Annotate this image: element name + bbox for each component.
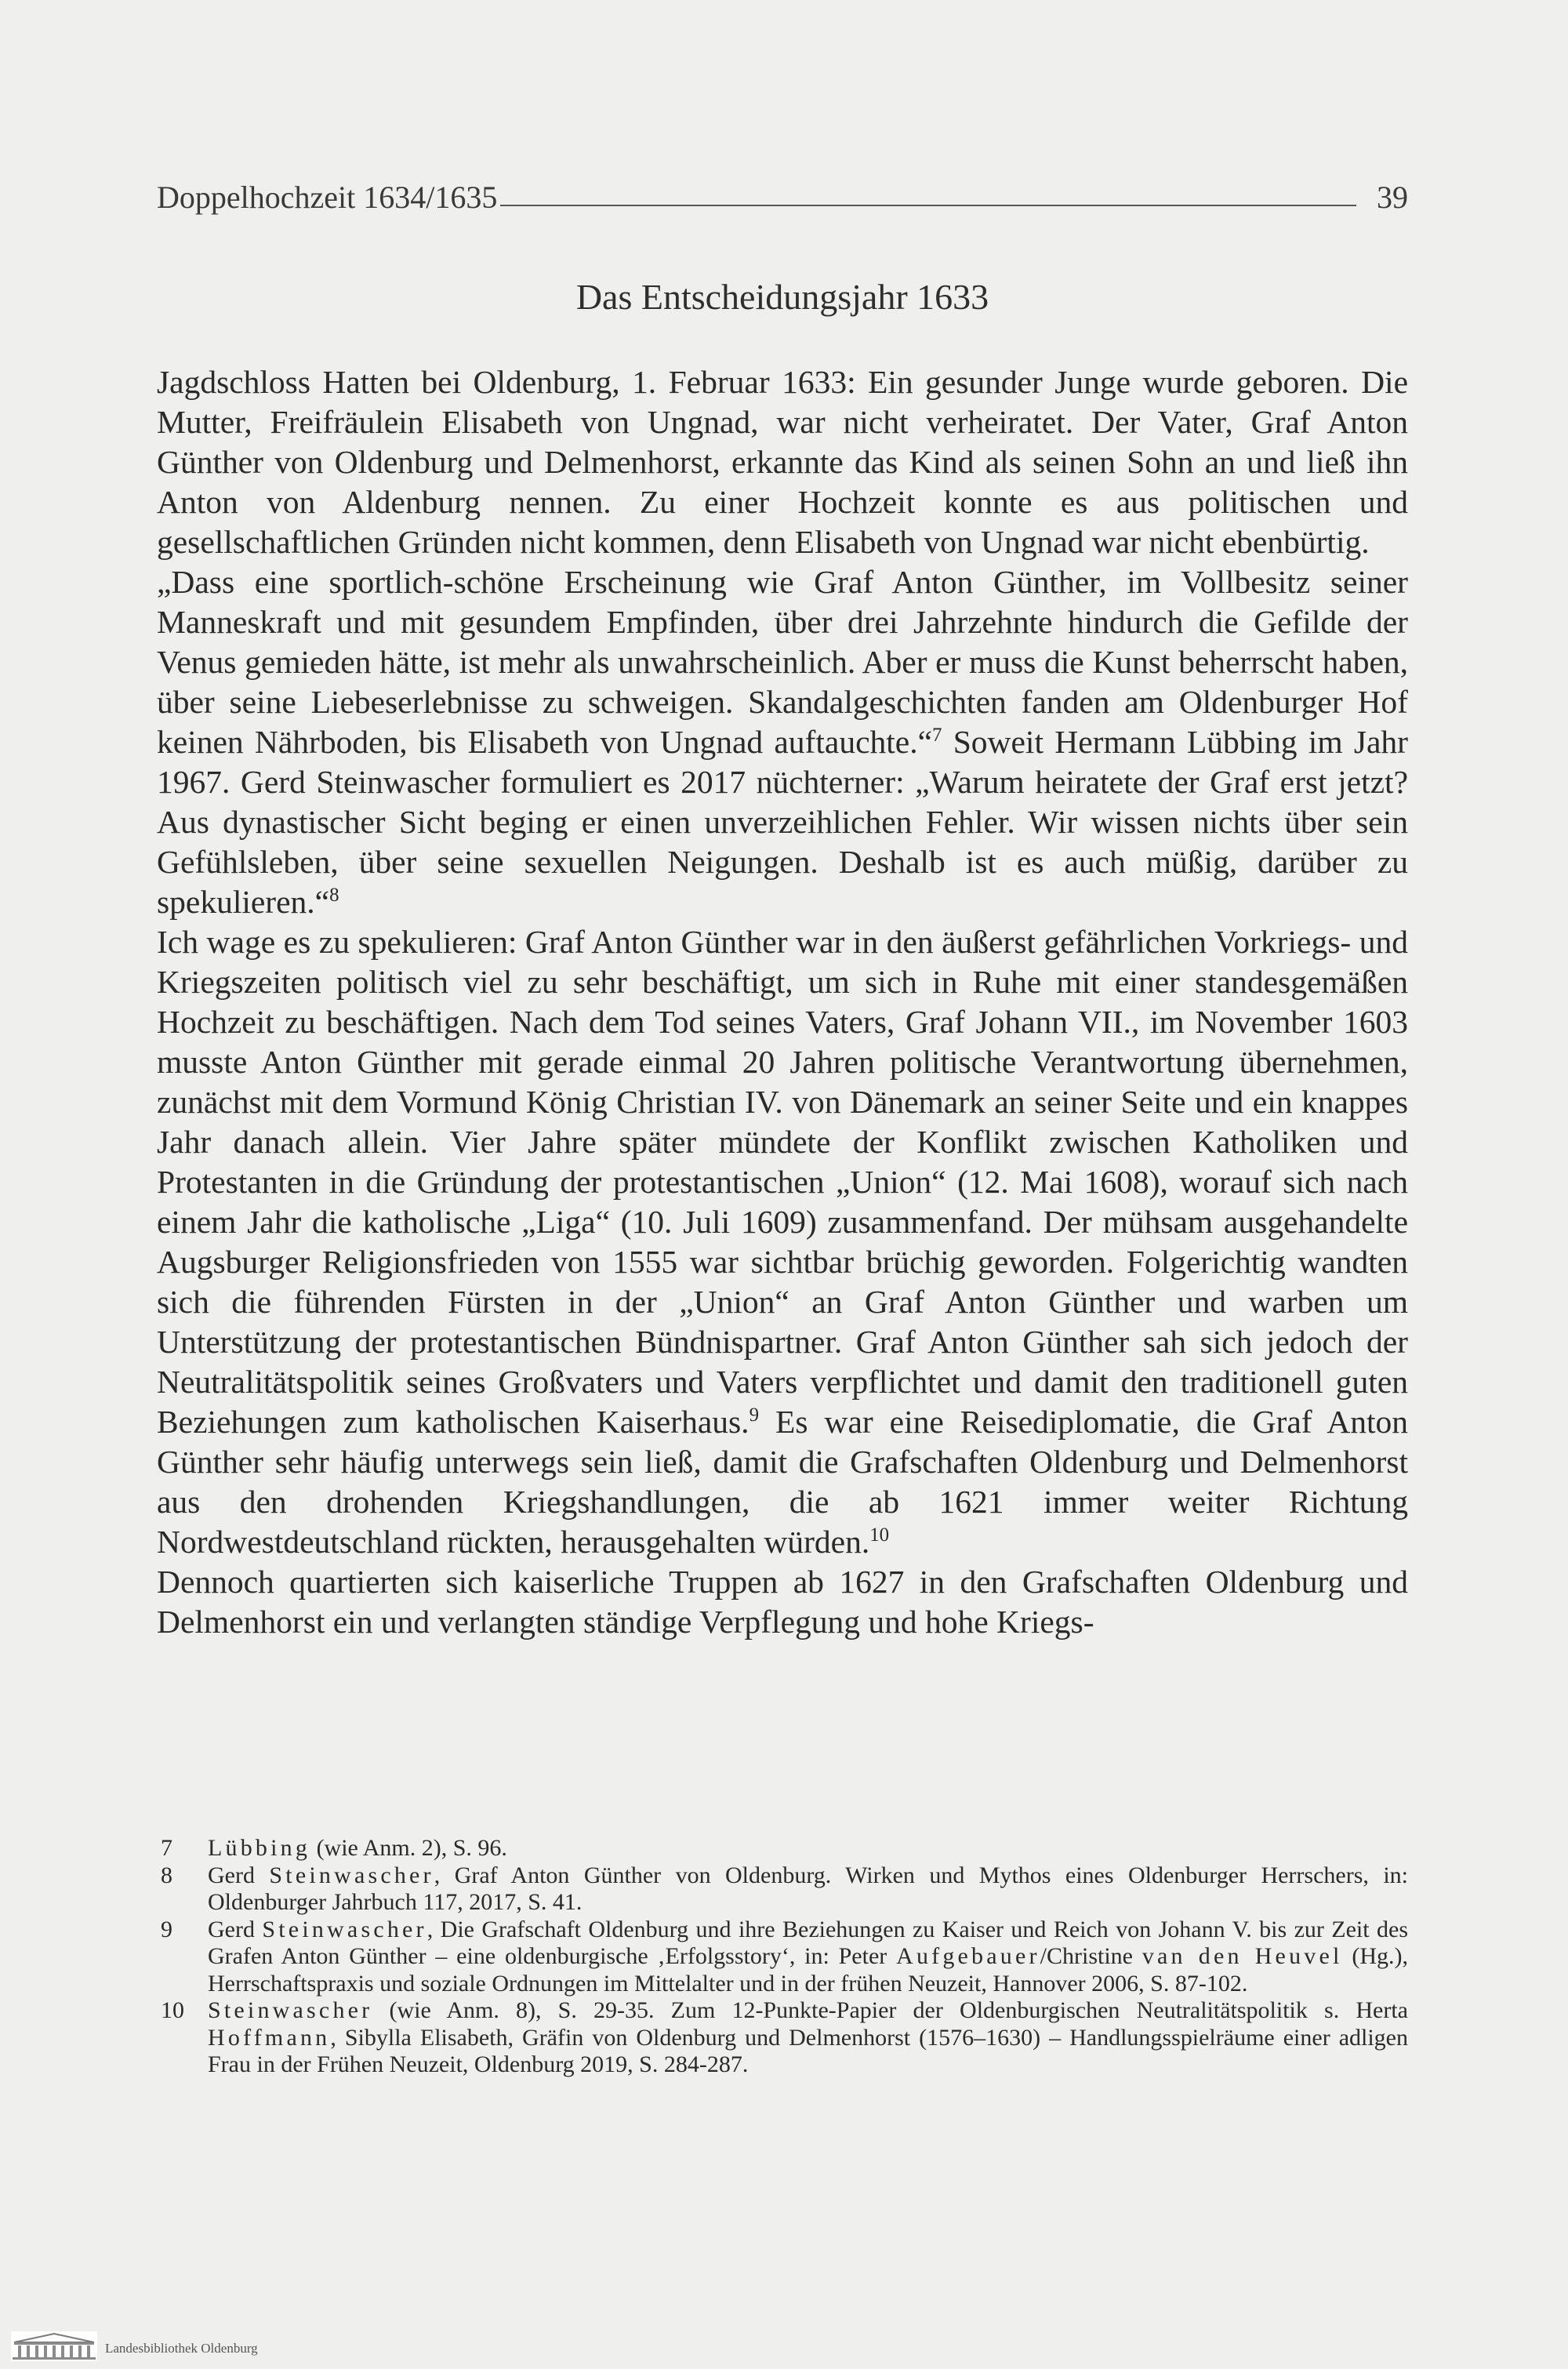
paragraph-2-part-b: Soweit Hermann Lübbing im Jahr 1967. Gerd Steinwascher formuliert es 2017 nüchterner: „Warum heiratete der Graf erst jetzt? Aus dynastischer Sicht beging er einen unverzeihlichen Fehler. Wir wissen nichts über sein Gefühlsleben, über seine sexuellen Neigungen. Deshalb ist es auch müßig, darüber zu spekulieren.“ <box>157 724 1408 920</box>
footnote-author: Steinwascher <box>208 1997 373 2023</box>
paragraph-3 <box>157 922 1408 1562</box>
footnote-author: van den Heuvel <box>1142 1943 1343 1969</box>
footnote-ref-7[interactable]: 7 <box>932 725 942 747</box>
header-rule <box>500 205 1356 206</box>
paragraph-3-part-b: Es war eine Reisediplomatie, die Graf Anton Günther sehr häufig unterwegs sein ließ, damit die Grafschaften Oldenburg und Delmenhorst aus den drohenden Kriegshandlungen, die ab 1621 immer weiter Richtung Nordwestdeutschland rückten, herausgehalten würden. <box>157 1404 1408 1560</box>
footnote-number: 10 <box>161 1997 184 2023</box>
footnote-ref-9[interactable]: 9 <box>749 1404 760 1426</box>
paragraph-3-part-a: Ich wage es zu spekulieren: Graf Anton Günther war in den äußerst gefährlichen Vorkriegs- und Kriegszeiten politisch viel zu sehr beschäftigt, um sich in Ruhe mit einer standesgemäßen Hochzeit zu beschäftigen. Nach dem Tod seines Vaters, Graf Johann VII., im November 1603 musste Anton Günther mit gerade einmal 20 Jahren politische Verantwortung übernehmen, zunächst mit dem Vormund König Christian IV. von Dänemark an seiner Seite und ein knappes Jahr danach allein. Vier Jahre später mündete der Konflikt zwischen Katholiken und Protestanten in die Gründung der protestantischen „Union“ (12. Mai 1608), worauf sich nach einem Jahr die katholische „Liga“ (10. Juli 1609) zusammenfand. Der mühsam ausgehandelte Augsburger Religionsfrieden von 1555 war sichtbar brüchig geworden. Folgerichtig wandten sich die führenden Fürsten in der „Union“ an Graf Anton Günther und warben um Unterstützung der protestantischen Bündnispartner. Graf Anton Günther sah sich jedoch der Neutralitätspolitik seines Großvaters und Vaters verpflichtet und damit den traditionell guten Beziehungen zum katholischen Kaiserhaus. <box>157 924 1408 1440</box>
footnote-author: Hoffmann <box>208 2024 331 2051</box>
running-title: Doppelhochzeit 1634/1635 <box>157 180 498 215</box>
footnotes <box>161 1835 1408 2079</box>
footnote-author: Aufgebauer <box>896 1943 1040 1969</box>
running-header <box>157 169 1408 216</box>
footnote-number: 9 <box>161 1916 172 1942</box>
footnote: 10 Steinwascher (wie Anm. 8), S. 29-35. Zum 12-Punkte-Papier der Oldenburgischen Neutralitätspolitik s. Herta Hoffmann, Sibylla Elisabeth, Gräfin von Oldenburg und Delmenhorst (1576–1630) – Handlungsspielräume einer adligen Frau in der Frühen Neuzeit, Oldenburg 2019, S. 284-287. <box>161 1997 1408 2077</box>
footnote-author: Steinwascher <box>269 1862 434 1888</box>
footnote: 7 Lübbing (wie Anm. 2), S. 96. <box>161 1835 507 1861</box>
library-name: Landesbibliothek Oldenburg <box>105 2340 258 2356</box>
paragraph-4: Dennoch quartierten sich kaiserliche Truppen ab 1627 in den Grafschaften Oldenburg und Delmenhorst ein und verlangten ständige Verpflegung und hohe Kriegs- <box>157 1564 1408 1640</box>
footnote-number: 7 <box>161 1835 172 1861</box>
footnote-author: Steinwascher <box>262 1916 427 1942</box>
footnote: 9 Gerd Steinwascher, Die Grafschaft Oldenburg und ihre Beziehungen zu Kaiser und Reich von Johann V. bis zur Zeit des Grafen Anton Günther – eine oldenburgische ‚Erfolgsstory‘, in: Peter Aufgebauer/Christine van den Heuvel (Hg.), Herrschaftspraxis und soziale Ordnungen im Mittelalter und in der frühen Neuzeit, Hannover 2006, S. 87-102. <box>161 1916 1408 1997</box>
paragraph-2 <box>157 562 1408 922</box>
footnote-ref-8[interactable]: 8 <box>329 885 339 907</box>
library-footer <box>0 2327 1568 2369</box>
footnote-author: Lübbing <box>208 1835 311 1861</box>
paragraph-2-part-a: „Dass eine sportlich-schöne Erscheinung wie Graf Anton Günther, im Vollbesitz seiner Manneskraft und mit gesundem Empfinden, über drei Jahrzehnte hindurch die Gefilde der Venus gemieden hätte, ist mehr als unwahrscheinlich. Aber er muss die Kunst beherrscht haben, über seine Liebeserlebnisse zu schweigen. Skandalgeschichten fanden am Oldenburger Hof keinen Nährboden, bis Elisabeth von Ungnad auftauchte.“ <box>157 564 1408 760</box>
footnote: 8 Gerd Steinwascher, Graf Anton Günther von Oldenburg. Wirken und Mythos eines Oldenburger Herrschers, in: Oldenburger Jahrbuch 117, 2017, S. 41. <box>161 1862 1408 1915</box>
paragraph-1: Jagdschloss Hatten bei Oldenburg, 1. Februar 1633: Ein gesunder Junge wurde geboren. Die Mutter, Freifräulein Elisabeth von Ungnad, war nicht verheiratet. Der Vater, Graf Anton Günther von Oldenburg und Delmenhorst, erkannte das Kind als seinen Sohn an und ließ ihn Anton von Aldenburg nennen. Zu einer Hochzeit konnte es aus politischen und gesellschaftlichen Gründen nicht kommen, denn Elisabeth von Ungnad war nicht ebenbürtig. <box>157 364 1408 560</box>
page-number: 39 <box>1377 180 1408 215</box>
footnote-ref-10[interactable]: 10 <box>869 1524 890 1546</box>
footnote-number: 8 <box>161 1862 172 1888</box>
body-text <box>157 362 1408 1642</box>
chapter-title: Das Entscheidungsjahr 1633 <box>575 277 989 317</box>
library-building-icon <box>11 2331 97 2365</box>
